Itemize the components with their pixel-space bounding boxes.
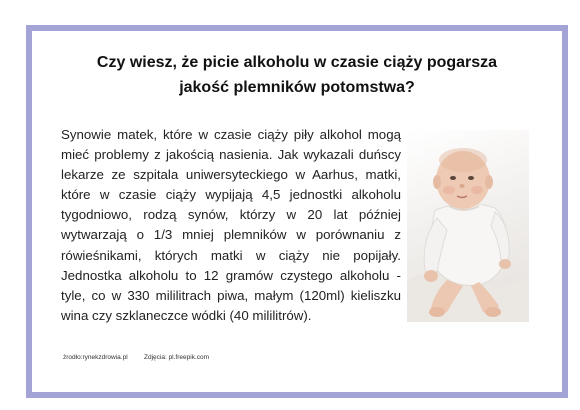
poster-title: [32, 50, 562, 100]
baby-photo: [407, 130, 529, 322]
source-note: żrodło:rynekzdrowia.pl: [63, 354, 128, 361]
photo-credit: Zdjęcia: pl.freepik.com: [144, 354, 210, 361]
article-text: Synowie matek, które w czasie ciąży piły alkohol mogą mieć problemy z jakością nasienia. Jak wykazali duńscy lekarze ze szpitala uniwersyteckiego w Aarhus, matki, które w czasie ciąży wypijają 4,5 jednostki alkoholu tygodniowo, rodzą synów, którzy w 20 lat później wytwarzają o 1/3 mniej plemników w porównaniu z rówieśnikami, których matki w ciąży nie popijały. Jednostka alkoholu to 12 gramów czystego alkoholu - tyle, co w 330 mililitrach piwa, małym (120ml) kieliszku wina czy szklaneczce wódki (40 mililitrów).: [61, 127, 401, 323]
title-line-2: jakość plemników potomstwa?: [179, 79, 415, 96]
title-line-1: Czy wiesz, że picie alkoholu w czasie ciąży pogarsza: [96, 54, 498, 71]
baby-illustration: [407, 130, 529, 322]
poster-frame: [26, 25, 568, 398]
